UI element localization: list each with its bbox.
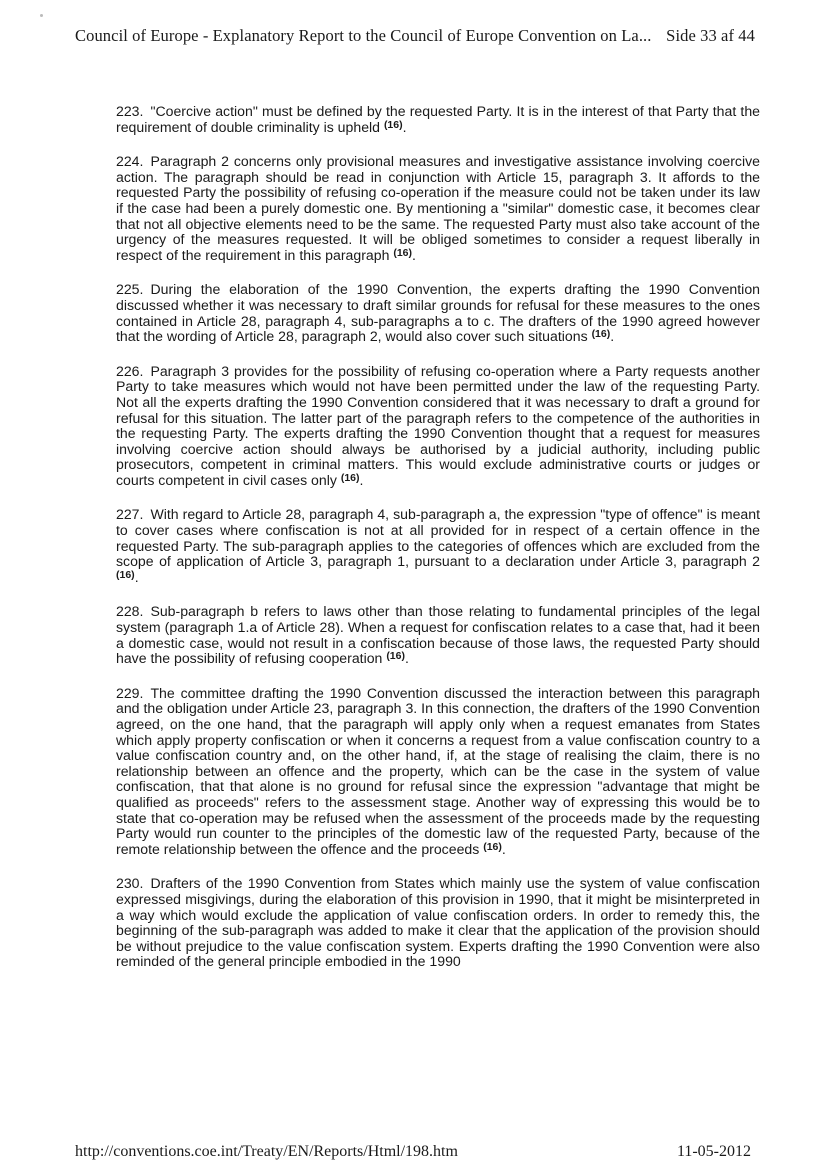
source-url: http://conventions.coe.int/Treaty/EN/Reports/Html/198.htm: [75, 1143, 458, 1160]
footnote-link[interactable]: (16): [393, 246, 413, 259]
print-date: 11-05-2012: [676, 1143, 751, 1160]
paragraph-text: With regard to Article 28, paragraph 4, sub-paragraph a, the expression "type of offence" is meant to cover cases where confiscation is not at all provided for in respect of a certain offence in the requested Party. The sub-paragraph applies to the categories of offences which are excluded from the scope of application of Article 3, paragraph 1, pursuant to a declaration under Article 3, paragraph 2: [116, 506, 760, 570]
paragraph-text: The committee drafting the 1990 Convention discussed the interaction between this paragraph and the obligation under Article 23, paragraph 3. In this connection, the drafters of the 1990 Convention agreed, on the one hand, that the paragraph will apply only when a request emanates from States which apply property confiscation or when it concerns a request from a value confiscation country to a value confiscation country and, on the other hand, if, at the stage of realising the claim, there is no relationship between an offence and the property, which can be the case in the system of value confiscation, that that alone is no ground for refusal since the expression "advantage that might be qualified as proceeds" refers to the assessment stage. Another way of expressing this would be to state that co-operation may be refused when the assessment of the proceeds made by the requesting Party would run counter to the principles of the domestic law of the requested Party, because of the remote relationship between the offence and the proceeds: [116, 684, 760, 857]
paragraph-text: Sub-paragraph b refers to laws other than those relating to fundamental principles of the legal system (paragraph 1.a of Article 28). When a request for confiscation relates to a case that, had it been a domestic case, would not result in a confiscation because of those laws, the requested Party should have the possibility of refusing cooperation: [116, 603, 760, 667]
paragraph-230: [116, 876, 760, 970]
paragraph-228: 228. Sub-paragraph b refers to laws other than those relating to fundamental principles of the legal system (paragraph 1.a of Article 28). When a request for confiscation relates to a case that, had it been a domestic case, would not result in a confiscation because of those laws, the requested Party should have the possibility of refusing cooperation $^{(16)}$.: [116, 603, 760, 667]
footnote-link[interactable]: (16): [483, 840, 502, 853]
paragraph-224: 224. Paragraph 2 concerns only provisional measures and investigative assistance involving coercive action. The paragraph should be read in conjunction with Article 15, paragraph 3. It affords to the requested Party the possibility of refusing co-operation if the measure could not be taken under its law if the case had been a purely domestic one. By mentioning a "similar" domestic case, it becomes clear that not all objective elements need to be the same. The requested Party must also take account of the urgency of the measures requested. It will be obliged sometimes to consider a request liberally in respect of the requirement in this paragraph $^{(16)}$.: [116, 153, 760, 263]
paragraph-223: 223. "Coercive action" must be defined by the requested Party. It is in the interest of that Party that the requirement of double criminality is upheld $^{(16)}$.: [116, 103, 760, 135]
paragraph-number: 229.: [116, 684, 144, 701]
paragraph-number: 228.: [116, 603, 144, 620]
footnote-link[interactable]: (16): [383, 118, 403, 131]
footnote-link[interactable]: (16): [386, 650, 405, 663]
report-body: [116, 104, 760, 989]
page-footer: [75, 1143, 751, 1161]
paragraph-text: "Coercive action" must be defined by the requested Party. It is in the interest of that Party that the requirement of double criminality is upheld: [116, 103, 760, 135]
paragraph-text: Paragraph 3 provides for the possibility of refusing co-operation where a Party requests another Party to take measures which would not have been permitted under the law of the requesting Party. Not all the experts drafting the 1990 Convention considered that it was necessary to draft a ground for refusal for this situation. The latter part of the paragraph refers to the competence of the authorities in the requesting Party. The experts drafting the 1990 Convention thought that a request for measures involving coercive action should always be authorised by a judicial authority, including public prosecutors, competent in criminal matters. This would exclude administrative courts or judges or courts competent in civil cases only: [116, 362, 760, 488]
paragraph-number: 225.: [116, 281, 144, 298]
paragraph-text: During the elaboration of the 1990 Convention, the experts drafting the 1990 Convention discussed whether it was necessary to draft similar grounds for refusal for these measures to the ones contained in Article 28, paragraph 4, sub-paragraphs a to c. The drafters of the 1990 agreed however that the wording of Article 28, paragraph 2, would also cover such situations: [116, 281, 760, 345]
paragraph-text: Drafters of the 1990 Convention from States which mainly use the system of value confiscation expressed misgivings, during the elaboration of this provision in 1990, that it might be misinterpreted in a way which would exclude the application of value confiscation orders. In order to remedy this, the beginning of the sub-paragraph was added to make it clear that the application of the provision should be without prejudice to the value confiscation system. Experts drafting the 1990 Convention were also reminded of the general principle embodied in the 1990: [116, 875, 760, 970]
scan-speck: [40, 14, 43, 17]
paragraph-number: 227.: [116, 506, 144, 523]
footnote-link[interactable]: (16): [591, 328, 611, 341]
paragraph-225: 225. During the elaboration of the 1990 Convention, the experts drafting the 1990 Convention discussed whether it was necessary to draft similar grounds for refusal for these measures to the ones contained in Article 28, paragraph 4, sub-paragraphs a to c. The drafters of the 1990 agreed however that the wording of Article 28, paragraph 2, would also cover such situations $^{(16)}$.: [116, 281, 760, 345]
footnote-link[interactable]: (16): [340, 471, 360, 484]
paragraph-number: 224.: [116, 153, 144, 170]
footnote-link[interactable]: (16): [116, 568, 135, 581]
paragraph-number: 226.: [116, 362, 144, 379]
paragraph-227: 227. With regard to Article 28, paragraph 4, sub-paragraph a, the expression "type of offence" is meant to cover cases where confiscation is not at all provided for in respect of a certain offence in the requested Party. The sub-paragraph applies to the categories of offences which are excluded from the scope of application of Article 3, paragraph 1, pursuant to a declaration under Article 3, paragraph 2 $^{(16)}$.: [116, 506, 760, 585]
page-indicator: Side 33 af 44: [666, 26, 755, 45]
paragraph-number: 223.: [116, 103, 144, 119]
paragraph-226: 226. Paragraph 3 provides for the possibility of refusing co-operation where a Party requests another Party to take measures which would not have been permitted under the law of the requesting Party. Not all the experts drafting the 1990 Convention considered that it was necessary to draft a ground for refusal for this situation. The latter part of the paragraph refers to the competence of the authorities in the requesting Party. The experts drafting the 1990 Convention thought that a request for measures involving coercive action should always be authorised by a judicial authority, including public prosecutors, competent in criminal matters. This would exclude administrative courts or judges or courts competent in civil cases only $^{(16)}$.: [116, 362, 760, 488]
document-title: Council of Europe - Explanatory Report to the Council of Europe Convention on La...: [75, 26, 652, 45]
paragraph-text: Paragraph 2 concerns only provisional measures and investigative assistance involving coercive action. The paragraph should be read in conjunction with Article 15, paragraph 3. It affords to the requested Party the possibility of refusing co-operation if the measure could not be taken under its law if the case had been a purely domestic one. By mentioning a "similar" domestic case, it becomes clear that not all objective elements need to be the same. The requested Party must also take account of the urgency of the measures requested. It will be obliged sometimes to consider a request liberally in respect of the requirement in this paragraph: [116, 153, 760, 263]
paragraph-229: 229. The committee drafting the 1990 Convention discussed the interaction between this paragraph and the obligation under Article 23, paragraph 3. In this connection, the drafters of the 1990 Convention agreed, on the one hand, that the paragraph will apply only when a request emanates from States which apply property confiscation or when it concerns a request from a value confiscation country to a value confiscation country and, on the other hand, if, at the stage of realising the claim, there is no relationship between an offence and the property, which can be the case in the system of value confiscation, that that alone is no ground for refusal since the expression "advantage that might be qualified as proceeds" refers to the assessment stage. Another way of expressing this would be to state that co-operation may be refused when the assessment of the proceeds made by the requesting Party would run counter to the principles of the domestic law of the requested Party, because of the remote relationship between the offence and the proceeds $^{(16)}$.: [116, 684, 760, 857]
page-header: [75, 26, 755, 46]
paragraph-number: 230.: [116, 875, 144, 892]
